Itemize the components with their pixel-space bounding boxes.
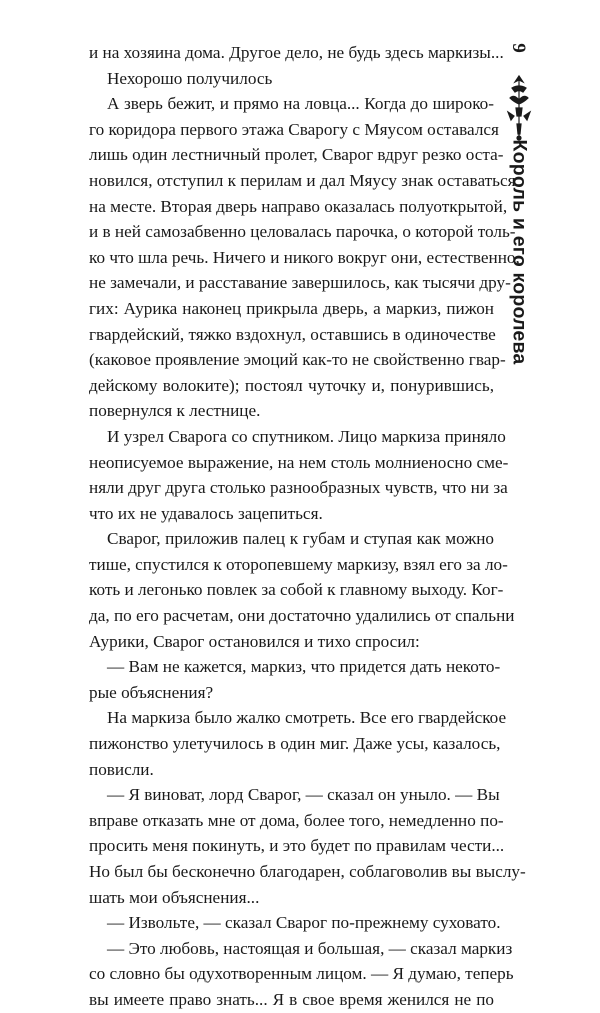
text-line: вы имеете право знать... Я в свое время женился не по: [89, 989, 494, 1009]
text-line: да, по его расчетам, они достаточно удалились от спальни: [89, 606, 515, 626]
running-title-text: Король и его королева: [508, 139, 531, 365]
text-line: повисли.: [89, 759, 154, 779]
text-line: А зверь бежит, и прямо на ловца... Когда до широко-: [107, 94, 494, 114]
text-line: Аурики, Сварог остановился и тихо спросил:: [89, 631, 420, 651]
text-line: со словно бы одухотворенным лицом. — Я думаю, теперь: [89, 964, 514, 984]
heraldic-ornament-icon: [502, 72, 536, 142]
text-line: лишь один лестничный пролет, Сварог вдруг резко оста-: [89, 145, 504, 165]
text-line: На маркиза было жалко смотреть. Все его гвардейское: [107, 708, 507, 728]
text-line: гвардейский, тяжко вздохнул, оставшись в одиночестве: [89, 324, 496, 344]
text-line: не замечали, и расставание завершилось, как тысячи дру-: [89, 273, 511, 293]
text-line: вправе отказать мне от дома, более того, немедленно по-: [89, 810, 504, 830]
text-line: шать мои объяснения...: [89, 887, 260, 907]
text-line: на месте. Вторая дверь направо оказалась полуоткрытой,: [89, 196, 508, 216]
text-line: Сварог, приложив палец к губам и ступая как можно: [107, 529, 494, 549]
text-line: и на хозяина дома. Другое дело, не будь здесь маркизы...: [89, 43, 504, 62]
text-line: И узрел Сварога со спутником. Лицо маркиза приняло: [107, 426, 506, 446]
text-line: что их не удавалось зацепиться.: [89, 503, 323, 523]
text-line: Но был бы бесконечно благодарен, соблаговолив вы выслу-: [89, 862, 526, 881]
page-number: 9: [508, 43, 529, 53]
text-line: — Это любовь, настоящая и большая, — сказал маркиз: [107, 938, 513, 958]
text-line: рые объяснения?: [89, 682, 214, 702]
text-line: пижонство улетучилось в один миг. Даже усы, казалось,: [89, 734, 501, 754]
text-line: Нехорошо получилось: [107, 68, 273, 88]
text-line: (каковое проявление эмоций как-то не свойственно гвар-: [89, 350, 506, 370]
text-line: го коридора первого этажа Сварогу с Мяусом оставался: [89, 119, 499, 139]
text-line: — Вам не кажется, маркиз, что придется дать некото-: [107, 657, 501, 677]
text-line: неописуемое выражение, на нем столь молниеносно сме-: [89, 452, 509, 472]
text-line: — Я виноват, лорд Сварог, — сказал он уныло. — Вы: [107, 785, 500, 805]
text-line: и в ней самозабвенно целовалась парочка, о которой толь-: [89, 222, 516, 242]
text-line: новился, отступил к перилам и дал Мяусу знак оставаться: [89, 170, 516, 190]
text-line: просить меня покинуть, и это будет по правилам чести...: [89, 836, 505, 856]
text-line: коть и легонько повлек за собой к главному выходу. Ког-: [89, 580, 504, 600]
text-line: гих: Аурика наконец прикрыла дверь, а маркиз, пижон: [89, 298, 494, 318]
text-line: няли друг друга столько разнообразных чувств, что ни за: [89, 478, 508, 498]
text-line: ко что шла речь. Ничего и никого вокруг они, естественно,: [89, 247, 520, 267]
text-line: тише, спустился к оторопевшему маркизу, взял его за ло-: [89, 554, 508, 574]
text-line: — Извольте, — сказал Сварог по-прежнему суховато.: [107, 913, 501, 933]
text-line: дейскому волоките); постоял чуточку и, понурившись,: [89, 375, 494, 395]
text-line: повернулся к лестнице.: [89, 401, 261, 421]
